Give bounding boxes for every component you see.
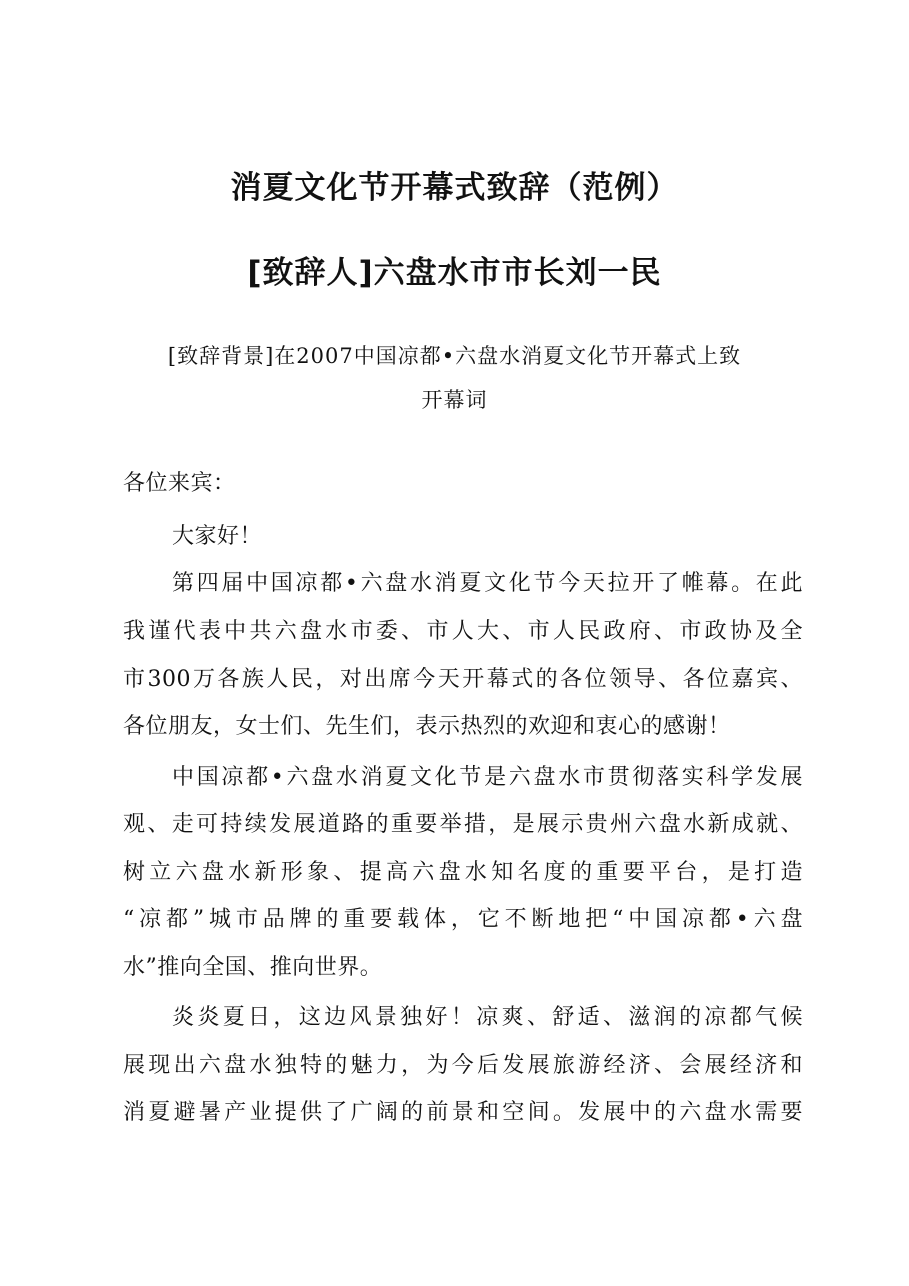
paragraph-line: 市300万各族人民，对出席今天开幕式的各位领导、各位嘉宾、 [123,667,803,692]
paragraph-line: 消夏避暑产业提供了广阔的前景和空间。发展中的六盘水需要 [123,1100,803,1125]
greeting: 大家好！ [172,524,263,549]
paragraph-line: 炎炎夏日，这边风景独好！凉爽、舒适、滋润的凉都气候 [172,1005,803,1030]
background-line: [致辞背景]在2007中国凉都•六盘水消夏文化节开幕式上致 [167,344,742,368]
background-line: 开幕词 [421,388,488,412]
paragraph-line: 中国凉都•六盘水消夏文化节是六盘水市贯彻落实科学发展 [172,765,803,790]
paragraph-line: 第四届中国凉都•六盘水消夏文化节今天拉开了帷幕。在此 [172,571,803,596]
paragraph-line: 展现出六盘水独特的魅力，为今后发展旅游经济、会展经济和 [123,1053,803,1078]
salutation: 各位来宾： [123,471,236,496]
paragraph-line: 观、走可持续发展道路的重要举措，是展示贵州六盘水新成就、 [123,812,803,837]
paragraph-line: 水”推向全国、推向世界。 [123,955,383,980]
speaker-line: [致辞人]六盘水市市长刘一民 [247,255,662,291]
paragraph-line: 我谨代表中共六盘水市委、市人大、市人民政府、市政协及全 [123,619,803,644]
paragraph-line: 树立六盘水新形象、提高六盘水知名度的重要平台，是打造 [123,860,803,885]
paragraph-line: “凉都”城市品牌的重要载体，它不断地把“中国凉都•六盘 [123,907,803,932]
paragraph-line: 各位朋友，女士们、先生们，表示热烈的欢迎和衷心的感谢！ [123,714,731,739]
document-title: 消夏文化节开幕式致辞（范例） [230,170,679,206]
